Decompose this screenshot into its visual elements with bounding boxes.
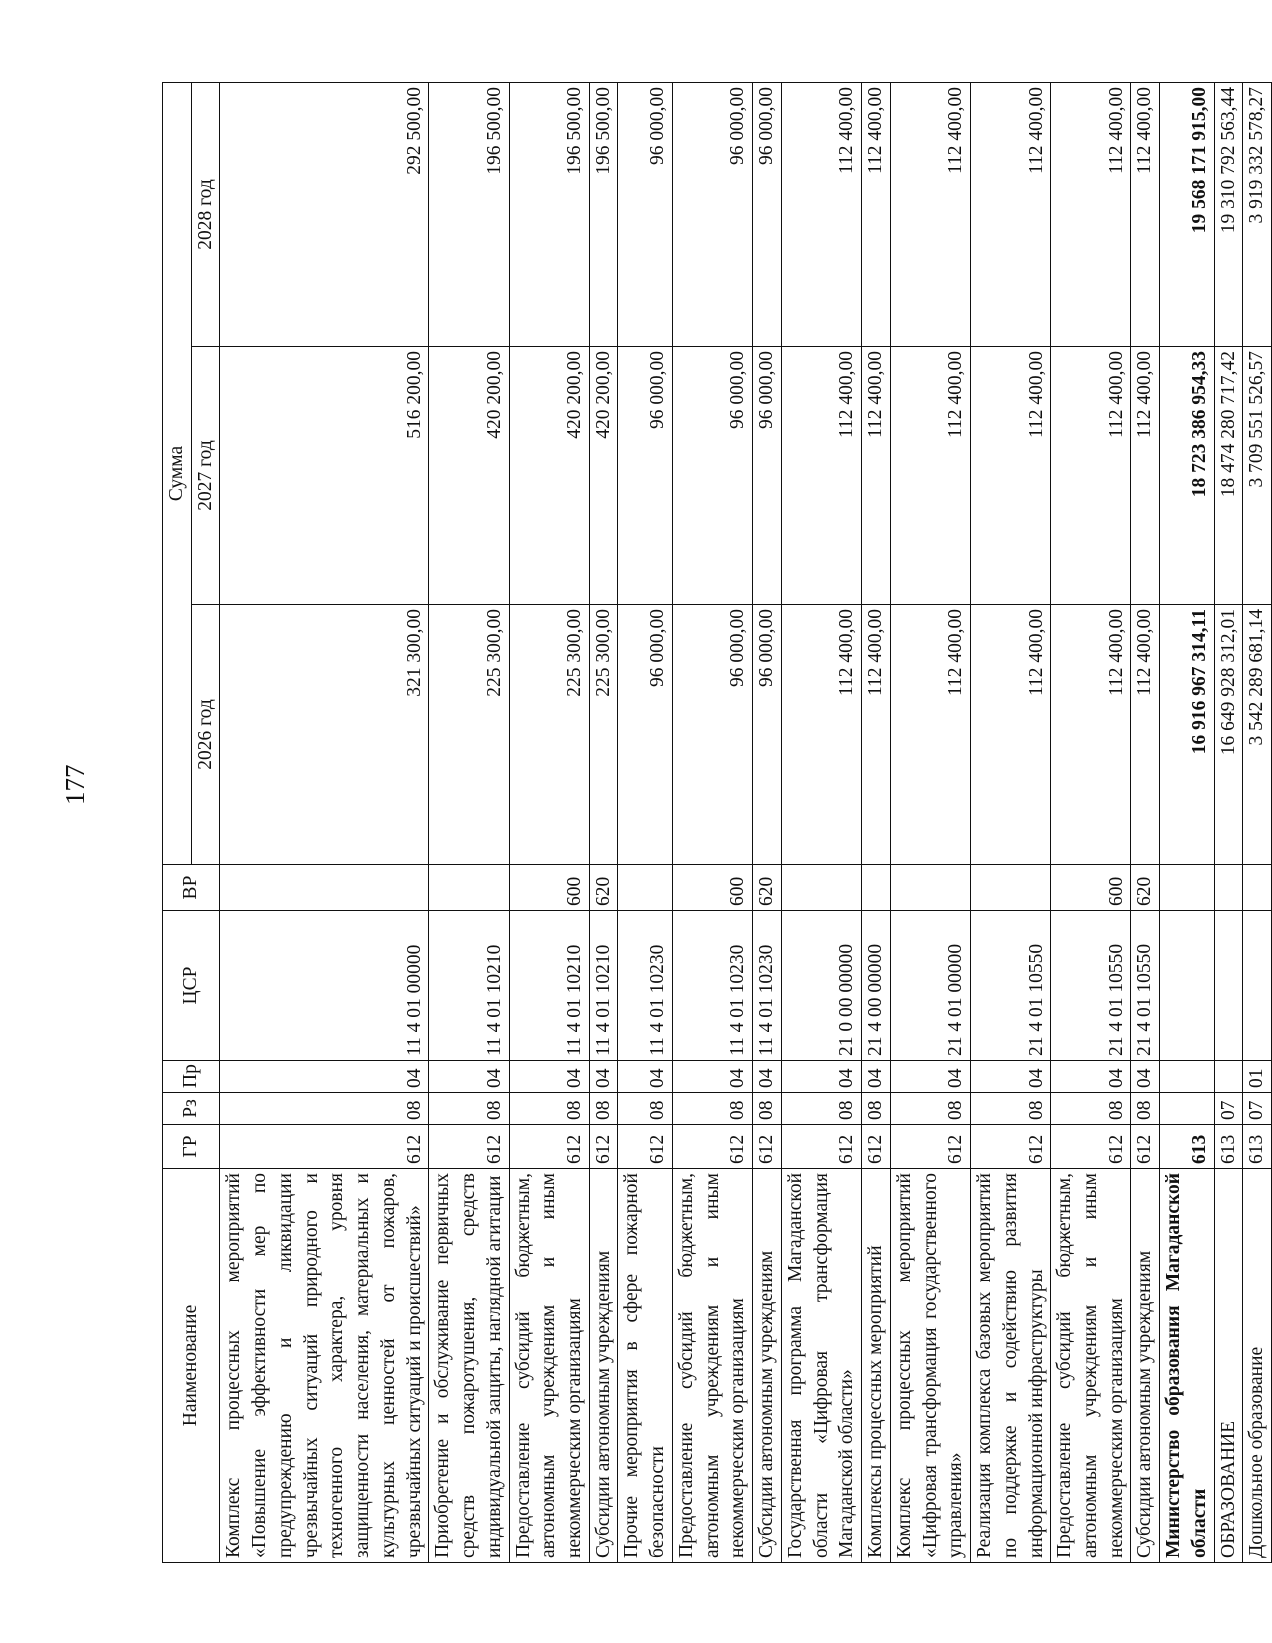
cell-pr: 04 bbox=[429, 1061, 509, 1093]
header-pr: Пр bbox=[163, 1061, 220, 1093]
table-row bbox=[509, 83, 589, 1563]
cell-2027: 96 000,00 bbox=[753, 347, 782, 605]
table-row bbox=[618, 83, 672, 1563]
cell-2028: 112 400,00 bbox=[781, 83, 861, 347]
cell-vr bbox=[618, 865, 672, 911]
cell-gr: 612 bbox=[589, 1125, 618, 1169]
cell-2027: 420 200,00 bbox=[429, 347, 509, 605]
cell-pr: 04 bbox=[862, 1061, 891, 1093]
cell-name: Предоставление субсидий бюджетным, автономным учреждениям и иным некоммерческим организациям bbox=[672, 1169, 752, 1563]
table-body bbox=[220, 83, 1272, 1563]
cell-gr: 612 bbox=[781, 1125, 861, 1169]
cell-2026: 96 000,00 bbox=[672, 605, 752, 865]
cell-2028: 19 568 171 915,00 bbox=[1160, 83, 1214, 347]
cell-2028: 112 400,00 bbox=[890, 83, 970, 347]
cell-rz: 08 bbox=[1131, 1093, 1160, 1125]
cell-vr bbox=[1214, 865, 1243, 911]
cell-csr: 21 4 01 10550 bbox=[1131, 911, 1160, 1061]
cell-vr bbox=[429, 865, 509, 911]
cell-gr: 613 bbox=[1243, 1125, 1272, 1169]
cell-vr: 620 bbox=[1131, 865, 1160, 911]
cell-2028: 96 000,00 bbox=[618, 83, 672, 347]
table-row bbox=[429, 83, 509, 1563]
cell-rz: 08 bbox=[781, 1093, 861, 1125]
cell-gr: 612 bbox=[890, 1125, 970, 1169]
cell-vr: 620 bbox=[589, 865, 618, 911]
header-gr: ГР bbox=[163, 1125, 220, 1169]
cell-2028: 196 500,00 bbox=[509, 83, 589, 347]
cell-2026: 112 400,00 bbox=[971, 605, 1051, 865]
table-row bbox=[589, 83, 618, 1563]
cell-name: Предоставление субсидий бюджетным, автономным учреждениям и иным некоммерческим организациям bbox=[509, 1169, 589, 1563]
cell-name: Реализация комплекса базовых мероприятий по поддержке и содействию развития информационной инфраструктуры bbox=[971, 1169, 1051, 1563]
header-row bbox=[163, 83, 192, 1563]
cell-2027: 3 709 551 526,57 bbox=[1243, 347, 1272, 605]
cell-2026: 16 916 967 314,11 bbox=[1160, 605, 1214, 865]
cell-2028: 112 400,00 bbox=[1051, 83, 1131, 347]
cell-vr bbox=[220, 865, 429, 911]
header-sum: Сумма bbox=[163, 83, 192, 865]
cell-csr: 11 4 01 10210 bbox=[509, 911, 589, 1061]
cell-gr: 612 bbox=[509, 1125, 589, 1169]
cell-rz: 08 bbox=[753, 1093, 782, 1125]
cell-csr: 11 4 01 10210 bbox=[429, 911, 509, 1061]
cell-name: Комплексы процессных мероприятий bbox=[862, 1169, 891, 1563]
cell-csr: 21 0 00 00000 bbox=[781, 911, 861, 1061]
cell-2026: 225 300,00 bbox=[509, 605, 589, 865]
cell-2026: 96 000,00 bbox=[618, 605, 672, 865]
cell-2028: 96 000,00 bbox=[672, 83, 752, 347]
cell-pr: 04 bbox=[781, 1061, 861, 1093]
cell-2028: 112 400,00 bbox=[862, 83, 891, 347]
header-rz: Рз bbox=[163, 1093, 220, 1125]
cell-vr bbox=[862, 865, 891, 911]
cell-name: Государственная программа Магаданской области «Цифровая трансформация Магаданской области» bbox=[781, 1169, 861, 1563]
cell-vr: 600 bbox=[1051, 865, 1131, 911]
cell-2027: 18 723 386 954,33 bbox=[1160, 347, 1214, 605]
cell-csr bbox=[1214, 911, 1243, 1061]
cell-2027: 96 000,00 bbox=[618, 347, 672, 605]
cell-2027: 516 200,00 bbox=[220, 347, 429, 605]
cell-2028: 96 000,00 bbox=[753, 83, 782, 347]
table-row bbox=[1131, 83, 1160, 1563]
cell-gr: 612 bbox=[1051, 1125, 1131, 1169]
header-2026: 2026 год bbox=[191, 605, 220, 865]
cell-vr: 620 bbox=[753, 865, 782, 911]
cell-2027: 112 400,00 bbox=[1051, 347, 1131, 605]
cell-vr bbox=[971, 865, 1051, 911]
cell-pr: 04 bbox=[618, 1061, 672, 1093]
cell-csr: 21 4 01 00000 bbox=[890, 911, 970, 1061]
cell-pr: 04 bbox=[220, 1061, 429, 1093]
cell-csr: 11 4 01 10210 bbox=[589, 911, 618, 1061]
cell-vr bbox=[1160, 865, 1214, 911]
cell-name: Предоставление субсидий бюджетным, автономным учреждениям и иным некоммерческим организациям bbox=[1051, 1169, 1131, 1563]
table-row bbox=[1214, 83, 1243, 1563]
cell-pr: 04 bbox=[672, 1061, 752, 1093]
cell-csr: 21 4 01 10550 bbox=[971, 911, 1051, 1061]
table-row bbox=[220, 83, 429, 1563]
rotated-table-container bbox=[162, 83, 1268, 1563]
cell-2026: 225 300,00 bbox=[589, 605, 618, 865]
cell-2026: 16 649 928 312,01 bbox=[1214, 605, 1243, 865]
cell-2027: 112 400,00 bbox=[890, 347, 970, 605]
cell-pr: 04 bbox=[589, 1061, 618, 1093]
cell-rz: 08 bbox=[862, 1093, 891, 1125]
cell-2026: 321 300,00 bbox=[220, 605, 429, 865]
cell-vr: 600 bbox=[509, 865, 589, 911]
cell-pr: 01 bbox=[1243, 1061, 1272, 1093]
cell-csr bbox=[1243, 911, 1272, 1061]
cell-2028: 112 400,00 bbox=[971, 83, 1051, 347]
table-row bbox=[672, 83, 752, 1563]
cell-pr: 04 bbox=[971, 1061, 1051, 1093]
cell-2027: 112 400,00 bbox=[1131, 347, 1160, 605]
table-row bbox=[1243, 83, 1272, 1563]
table-row bbox=[862, 83, 891, 1563]
cell-2027: 18 474 280 717,42 bbox=[1214, 347, 1243, 605]
cell-2026: 96 000,00 bbox=[753, 605, 782, 865]
cell-rz: 08 bbox=[220, 1093, 429, 1125]
cell-name: Субсидии автономным учреждениям bbox=[589, 1169, 618, 1563]
cell-2028: 196 500,00 bbox=[429, 83, 509, 347]
cell-rz: 08 bbox=[509, 1093, 589, 1125]
page-number: 177 bbox=[60, 764, 90, 805]
cell-rz: 08 bbox=[589, 1093, 618, 1125]
cell-pr: 04 bbox=[1131, 1061, 1160, 1093]
cell-gr: 613 bbox=[1214, 1125, 1243, 1169]
header-2028: 2028 год bbox=[191, 83, 220, 347]
cell-2027: 112 400,00 bbox=[862, 347, 891, 605]
cell-name: Комплекс процессных мероприятий «Повышение эффективности мер по предупреждению и ликвидации чрезвычайных ситуаций природного и техногенного характера, уровня защищенности населения, материальных и культурных ценностей от пожаров, чрезвычайных ситуаций и происшествий» bbox=[220, 1169, 429, 1563]
cell-rz: 07 bbox=[1214, 1093, 1243, 1125]
cell-2026: 225 300,00 bbox=[429, 605, 509, 865]
cell-name: Дошкольное образование bbox=[1243, 1169, 1272, 1563]
cell-rz: 08 bbox=[618, 1093, 672, 1125]
cell-2027: 420 200,00 bbox=[589, 347, 618, 605]
cell-pr bbox=[1160, 1061, 1214, 1093]
cell-2028: 196 500,00 bbox=[589, 83, 618, 347]
table-row bbox=[1160, 83, 1214, 1563]
cell-2028: 112 400,00 bbox=[1131, 83, 1160, 347]
cell-name: Министерство образования Магаданской области bbox=[1160, 1169, 1214, 1563]
cell-2027: 112 400,00 bbox=[971, 347, 1051, 605]
cell-2026: 112 400,00 bbox=[1131, 605, 1160, 865]
cell-csr: 11 4 01 10230 bbox=[753, 911, 782, 1061]
cell-gr: 612 bbox=[862, 1125, 891, 1169]
cell-name: Приобретение и обслуживание первичных средств пожаротушения, средств индивидуальной защиты, наглядной агитации bbox=[429, 1169, 509, 1563]
cell-name: Субсидии автономным учреждениям bbox=[753, 1169, 782, 1563]
cell-csr: 11 4 01 10230 bbox=[618, 911, 672, 1061]
cell-vr bbox=[1243, 865, 1272, 911]
cell-2027: 96 000,00 bbox=[672, 347, 752, 605]
cell-name: Комплекс процессных мероприятий «Цифровая трансформация государственного управления» bbox=[890, 1169, 970, 1563]
table-row bbox=[753, 83, 782, 1563]
cell-rz: 08 bbox=[1051, 1093, 1131, 1125]
cell-gr: 612 bbox=[220, 1125, 429, 1169]
cell-2026: 112 400,00 bbox=[890, 605, 970, 865]
table-row bbox=[890, 83, 970, 1563]
cell-name: Прочие мероприятия в сфере пожарной безопасности bbox=[618, 1169, 672, 1563]
cell-csr: 21 4 00 00000 bbox=[862, 911, 891, 1061]
cell-2026: 3 542 289 681,14 bbox=[1243, 605, 1272, 865]
header-csr: ЦСР bbox=[163, 911, 220, 1061]
cell-gr: 612 bbox=[971, 1125, 1051, 1169]
cell-pr bbox=[1214, 1061, 1243, 1093]
cell-2027: 420 200,00 bbox=[509, 347, 589, 605]
cell-rz: 07 bbox=[1243, 1093, 1272, 1125]
cell-gr: 612 bbox=[618, 1125, 672, 1169]
cell-2026: 112 400,00 bbox=[862, 605, 891, 865]
cell-2026: 112 400,00 bbox=[781, 605, 861, 865]
budget-table bbox=[162, 82, 1272, 1563]
header-name: Наименование bbox=[163, 1169, 220, 1563]
cell-csr: 11 4 01 00000 bbox=[220, 911, 429, 1061]
cell-name: Субсидии автономным учреждениям bbox=[1131, 1169, 1160, 1563]
cell-vr bbox=[890, 865, 970, 911]
cell-rz: 08 bbox=[672, 1093, 752, 1125]
cell-pr: 04 bbox=[1051, 1061, 1131, 1093]
cell-pr: 04 bbox=[509, 1061, 589, 1093]
cell-gr: 612 bbox=[672, 1125, 752, 1169]
cell-rz: 08 bbox=[971, 1093, 1051, 1125]
cell-2028: 3 919 332 578,27 bbox=[1243, 83, 1272, 347]
cell-csr bbox=[1160, 911, 1214, 1061]
cell-rz bbox=[1160, 1093, 1214, 1125]
cell-csr: 11 4 01 10230 bbox=[672, 911, 752, 1061]
cell-vr bbox=[781, 865, 861, 911]
cell-pr: 04 bbox=[890, 1061, 970, 1093]
table-row bbox=[971, 83, 1051, 1563]
cell-2026: 112 400,00 bbox=[1051, 605, 1131, 865]
cell-2028: 19 310 792 563,44 bbox=[1214, 83, 1243, 347]
cell-gr: 612 bbox=[1131, 1125, 1160, 1169]
cell-2027: 112 400,00 bbox=[781, 347, 861, 605]
cell-pr: 04 bbox=[753, 1061, 782, 1093]
cell-name: ОБРАЗОВАНИЕ bbox=[1214, 1169, 1243, 1563]
table-row bbox=[781, 83, 861, 1563]
cell-gr: 612 bbox=[753, 1125, 782, 1169]
cell-rz: 08 bbox=[429, 1093, 509, 1125]
cell-vr: 600 bbox=[672, 865, 752, 911]
header-2027: 2027 год bbox=[191, 347, 220, 605]
cell-gr: 612 bbox=[429, 1125, 509, 1169]
cell-2028: 292 500,00 bbox=[220, 83, 429, 347]
cell-csr: 21 4 01 10550 bbox=[1051, 911, 1131, 1061]
header-vr: ВР bbox=[163, 865, 220, 911]
cell-gr: 613 bbox=[1160, 1125, 1214, 1169]
cell-rz: 08 bbox=[890, 1093, 970, 1125]
table-row bbox=[1051, 83, 1131, 1563]
